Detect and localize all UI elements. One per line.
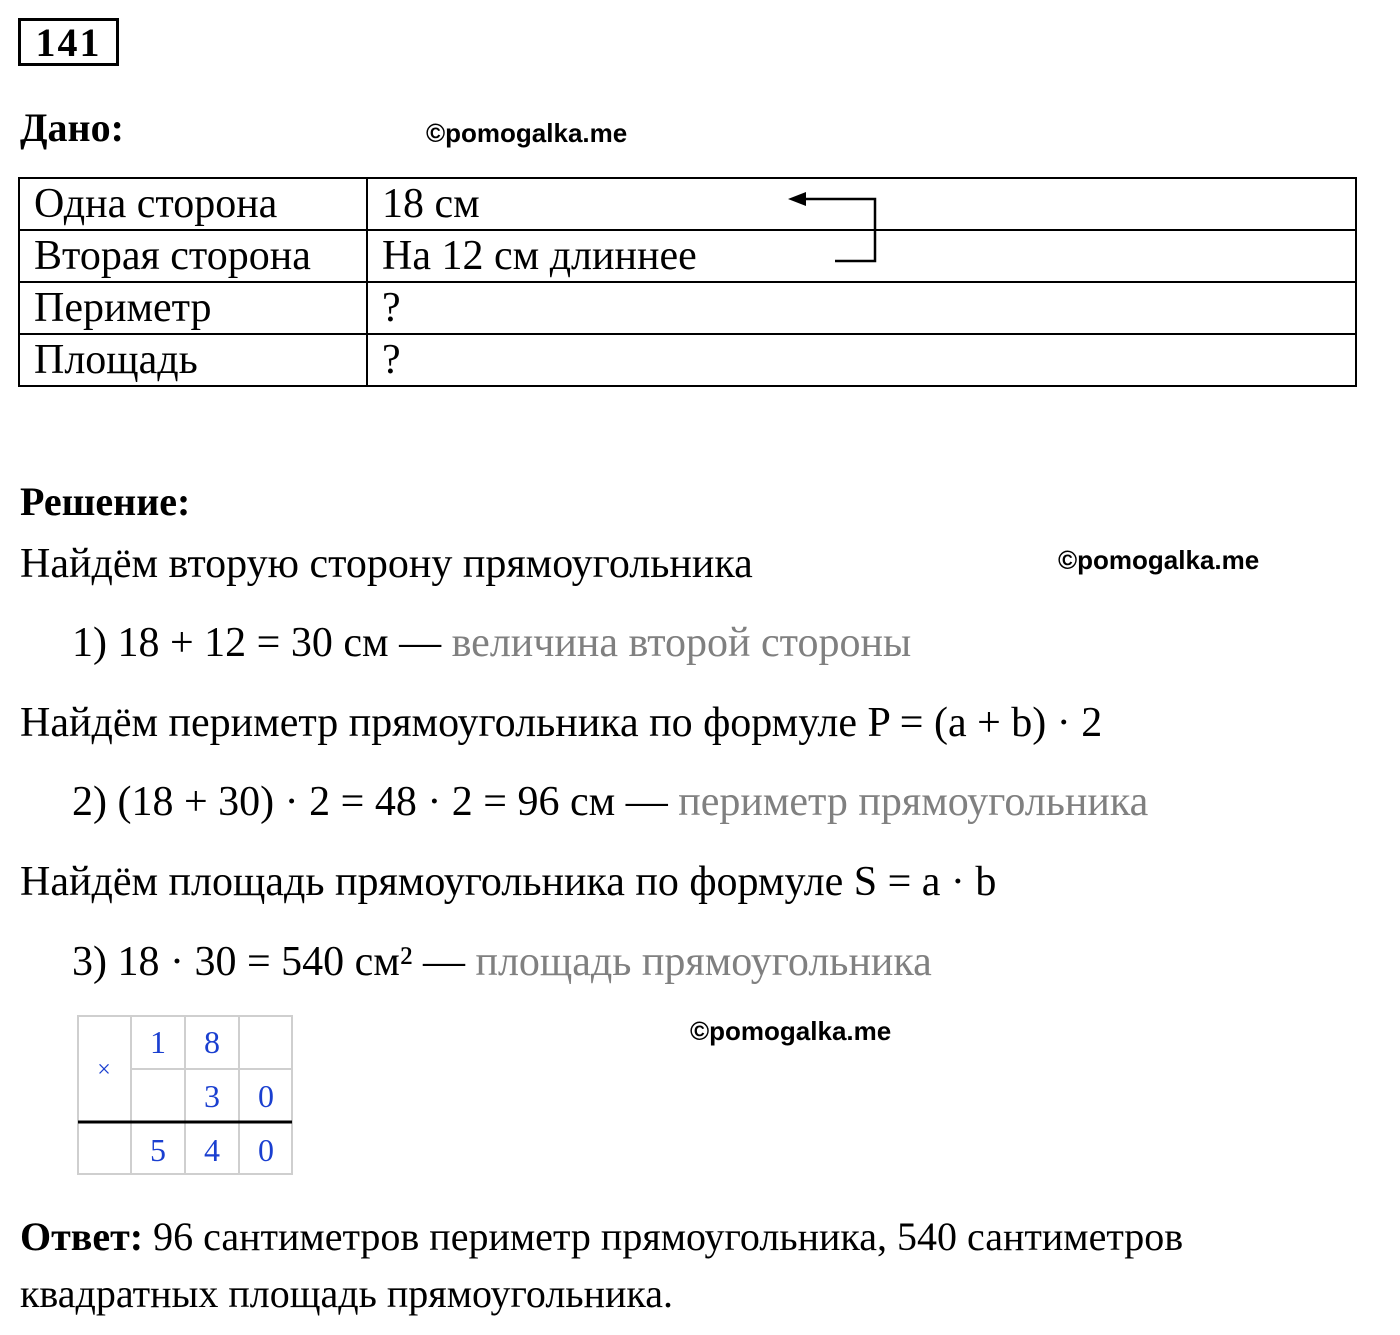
step-intro: Найдём периметр прямоугольника по формуле P = (a + b) · 2 (20, 700, 1103, 746)
answer-label: Ответ: (20, 1214, 144, 1259)
answer-line (20, 1209, 1183, 1265)
solution-heading: Решение: (20, 479, 191, 524)
digit: 5 (150, 1132, 166, 1168)
calc-text: 2) (18 + 30) · 2 = 48 · 2 = 96 см — (72, 779, 679, 825)
table-cell-label: Вторая сторона (19, 230, 367, 282)
answer-line: квадратных площадь прямоугольника. (20, 1271, 673, 1316)
calc-note: площадь прямоугольника (475, 939, 932, 985)
step-calc (72, 938, 932, 986)
digit: 3 (204, 1078, 220, 1114)
task-number: 141 (18, 18, 119, 66)
table-cell-label: Периметр (19, 282, 367, 334)
digit: 8 (204, 1024, 220, 1060)
given-table (18, 177, 1357, 387)
step-calc (72, 778, 1148, 826)
digit: 0 (258, 1078, 274, 1114)
table-cell-label: Площадь (19, 334, 367, 386)
table-cell-value: На 12 см длиннее (367, 230, 1356, 282)
digit: 0 (258, 1132, 274, 1168)
calc-text: 1) 18 + 12 = 30 см — (72, 620, 452, 666)
digit: 1 (150, 1024, 166, 1060)
table-cell-value: 18 см (367, 178, 1356, 230)
relation-arrow-icon (780, 185, 890, 265)
calc-note: периметр прямоугольника (678, 779, 1149, 825)
answer-text: 96 сантиметров периметр прямоугольника, 540 сантиметров (143, 1214, 1184, 1259)
column-multiplication (77, 1015, 297, 1177)
table-row (19, 230, 1356, 282)
step-intro: Найдём площадь прямоугольника по формуле S = a · b (20, 859, 997, 905)
table-row (19, 282, 1356, 334)
digit: 4 (204, 1132, 220, 1168)
multiply-sign: × (97, 1057, 111, 1083)
table-cell-value: ? (367, 282, 1356, 334)
table-row (19, 334, 1356, 386)
watermark: ©pomogalka.me (426, 118, 628, 148)
step-calc (72, 619, 911, 667)
watermark: ©pomogalka.me (1058, 545, 1260, 575)
table-cell-label: Одна сторона (19, 178, 367, 230)
calc-text: 3) 18 · 30 = 540 см² — (72, 939, 476, 985)
step-intro: Найдём вторую сторону прямоугольника (20, 541, 753, 587)
calc-note: величина второй стороны (451, 620, 912, 666)
watermark: ©pomogalka.me (690, 1016, 892, 1046)
table-cell-value: ? (367, 334, 1356, 386)
table-row (19, 178, 1356, 230)
given-heading: Дано: (20, 105, 124, 150)
